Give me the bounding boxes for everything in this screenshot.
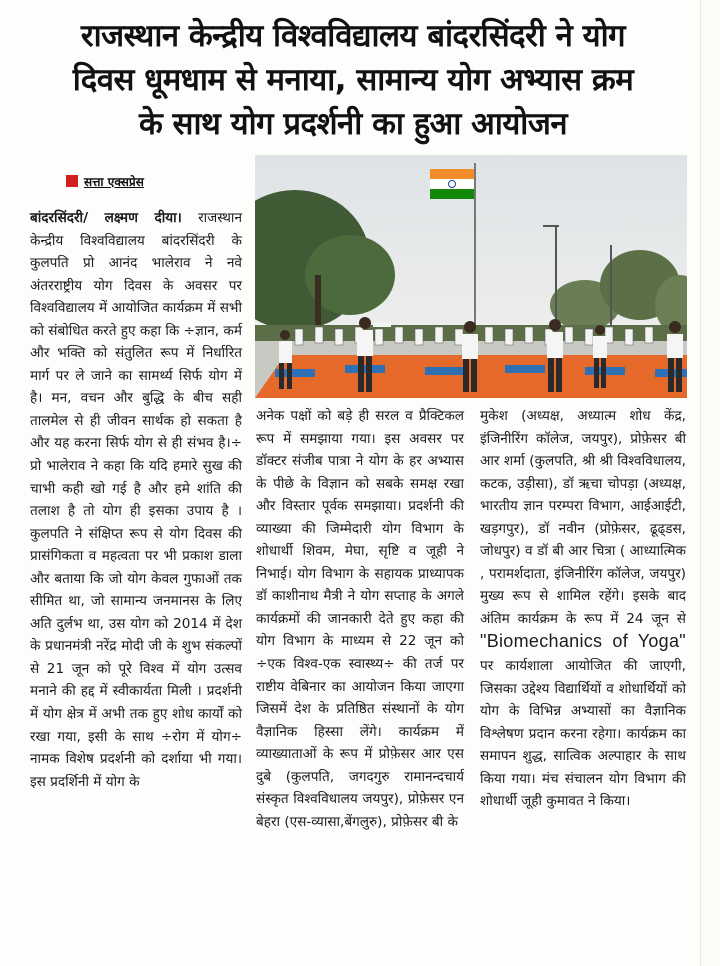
adjacent-article-edge [700, 0, 720, 966]
source-marker-icon [66, 175, 78, 187]
article-column-1 [30, 207, 242, 793]
dateline: बांदरसिंदरी/ लक्ष्मण दीया। [30, 210, 182, 226]
headline-line-3: के साथ योग प्रदर्शनी का हुआ आयोजन [138, 106, 568, 142]
column-3-text-part-2: पर कार्यशाला आयोजित की जाएगी, जिसका उद्देश्य विद्यार्थियों व शोधार्थियों को योग के विभिन्न अभ्यासों का वैज्ञानिक विश्लेषण प्रदान करना रहेगा। कार्यक्रम का समापन शुद्ध, सात्विक अल्पाहार के साथ किया गया। मंच संचालन योग विभाग की शोधार्थी जूही कुमावत ने किया। [480, 658, 686, 810]
headline-line-2: दिवस धूमधाम से मनाया, सामान्य योग अभ्यास क्रम [72, 62, 634, 98]
source-label [66, 171, 144, 191]
column-1-text: राजस्थान केन्द्रीय विश्वविद्यालय बांदरसिंदरी के कुलपति प्रो आनंद भालेराव ने नवे अंतरराष्ट्रीय योग दिवस के अवसर पर विश्वविद्यालय में आयोजित कार्यक्रम में सभी को संबोधित करते हुए कहा कि ÷ज्ञान, कर्म और भक्ति को संतुलित रूप में निर्धारित मार्ग पर ले जाने का सामर्थ्य सिर्फ योग में है। मन, वचन और बुद्धि के बीच सही तालमेल से ही जीवन सार्थक हो सकता है और यह करना सिर्फ योग से ही संभव है।÷ प्रो भालेराव ने कहा कि यदि हमारे सुख की चाभी कही खो गई है और हमे शांति की तलाश है तो योग ही इसका उपाय है । कुलपति ने संक्षिप्त रूप से योग दिवस की प्रासंगिकता व महत्वता पर भी प्रकाश डाला और बताया कि जो योग केवल गुफाओं तक सीमित था, जो सामान्य जनमानस के लिए अति दुर्लभ था, उस योग को 2014 में देश के प्रधानमंत्री नरेंद्र मोदी जी के शुभ संकल्पों से 21 जून को पूरे विश्व में योग उत्सव मनाने की हद्द में स्वीकार्यता मिली । प्रदर्शनी में योग क्षेत्र में अभी तक हुए शोध कार्यों को रखा गया, इसी के साथ ÷रोग में योग÷ नामक विशेष प्रदर्शनी को दर्शाया भी गया। इस प्रदर्शिनी में योग के [30, 210, 242, 790]
photo-illustration [255, 155, 687, 398]
column-3-text-part-1: मुकेश (अध्यक्ष, अध्यात्म शोध केंद्र, इंजिनीरिंग कॉलेज, जयपुर), प्रोफ़ेसर बी आर शर्मा (कुलपति, श्री श्री विश्वविधालय, कटक, उड़ीसा), डॉ ऋचा चोपड़ा (अध्यक्ष, भारतीय ज्ञान परम्परा विभाग, आईआईटी, खड़गपुर), डॉ नवीन (प्रोफ़ेसर, ढूढ्डस, जोधपुर) व डॉ बी आर चित्रा ( आध्यात्मिक , परामर्शदाता, इंजिनीरिंग कॉलेज, जयपुर) मुख्य रूप से शामिल रहेंगे। इसके बाद अंतिम कार्यक्रम के रूप में 24 जून से [480, 408, 686, 627]
article-column-2 [256, 405, 464, 833]
headline [8, 14, 698, 146]
article-column-3 [480, 405, 686, 813]
column-2-text: अनेक पक्षों को बड़े ही सरल व प्रैक्टिकल रूप में समझाया गया। इस अवसर पर डॉक्टर संजीब पात्रा ने योग के हर अभ्यास के पीछे के विज्ञान को सबके समक्ष रखा और विस्तार पूर्वक समझाया। प्रदर्शनी की व्याख्या की जिम्मेदारी योग विभाग के शोधार्थी शिवम, मेघा, सृष्टि व जूही ने निभाई। योग विभाग के सहायक प्राध्यापक डॉ काशीनाथ मैत्री ने योग सप्ताह के अगले कार्यक्रमों की जानकारी देते हुए कहा की योग विभाग के माध्यम से 22 जून को ÷एक विश्व-एक स्वास्थ्य÷ की तर्ज पर राष्टीय वेबिनार का आयोजन किया जाएगा जिसमें देश के प्रतिष्ठित संस्थानों के योग वैज्ञानिक हिस्सा लेंगे। कार्यक्रम में व्याख्याताओं के रूप में प्रोफ़ेसर आर एस दुबे (कुलपति, जगदगुरु रामानन्दचार्य संस्कृत विश्वविधालय जयपुर), प्रोफ़ेसर एन बेहरा (एस-व्यासा,बेंगलुरु), प्रोफ़ेसर बी के [256, 408, 464, 830]
source-name: सत्ता एक्सप्रेस [84, 174, 144, 189]
workshop-title: "Biomechanics of Yoga" [480, 631, 686, 652]
yoga-event-photo [255, 155, 687, 398]
headline-line-1: राजस्थान केन्द्रीय विश्वविद्यालय बांदरसिंदरी ने योग [80, 18, 626, 54]
